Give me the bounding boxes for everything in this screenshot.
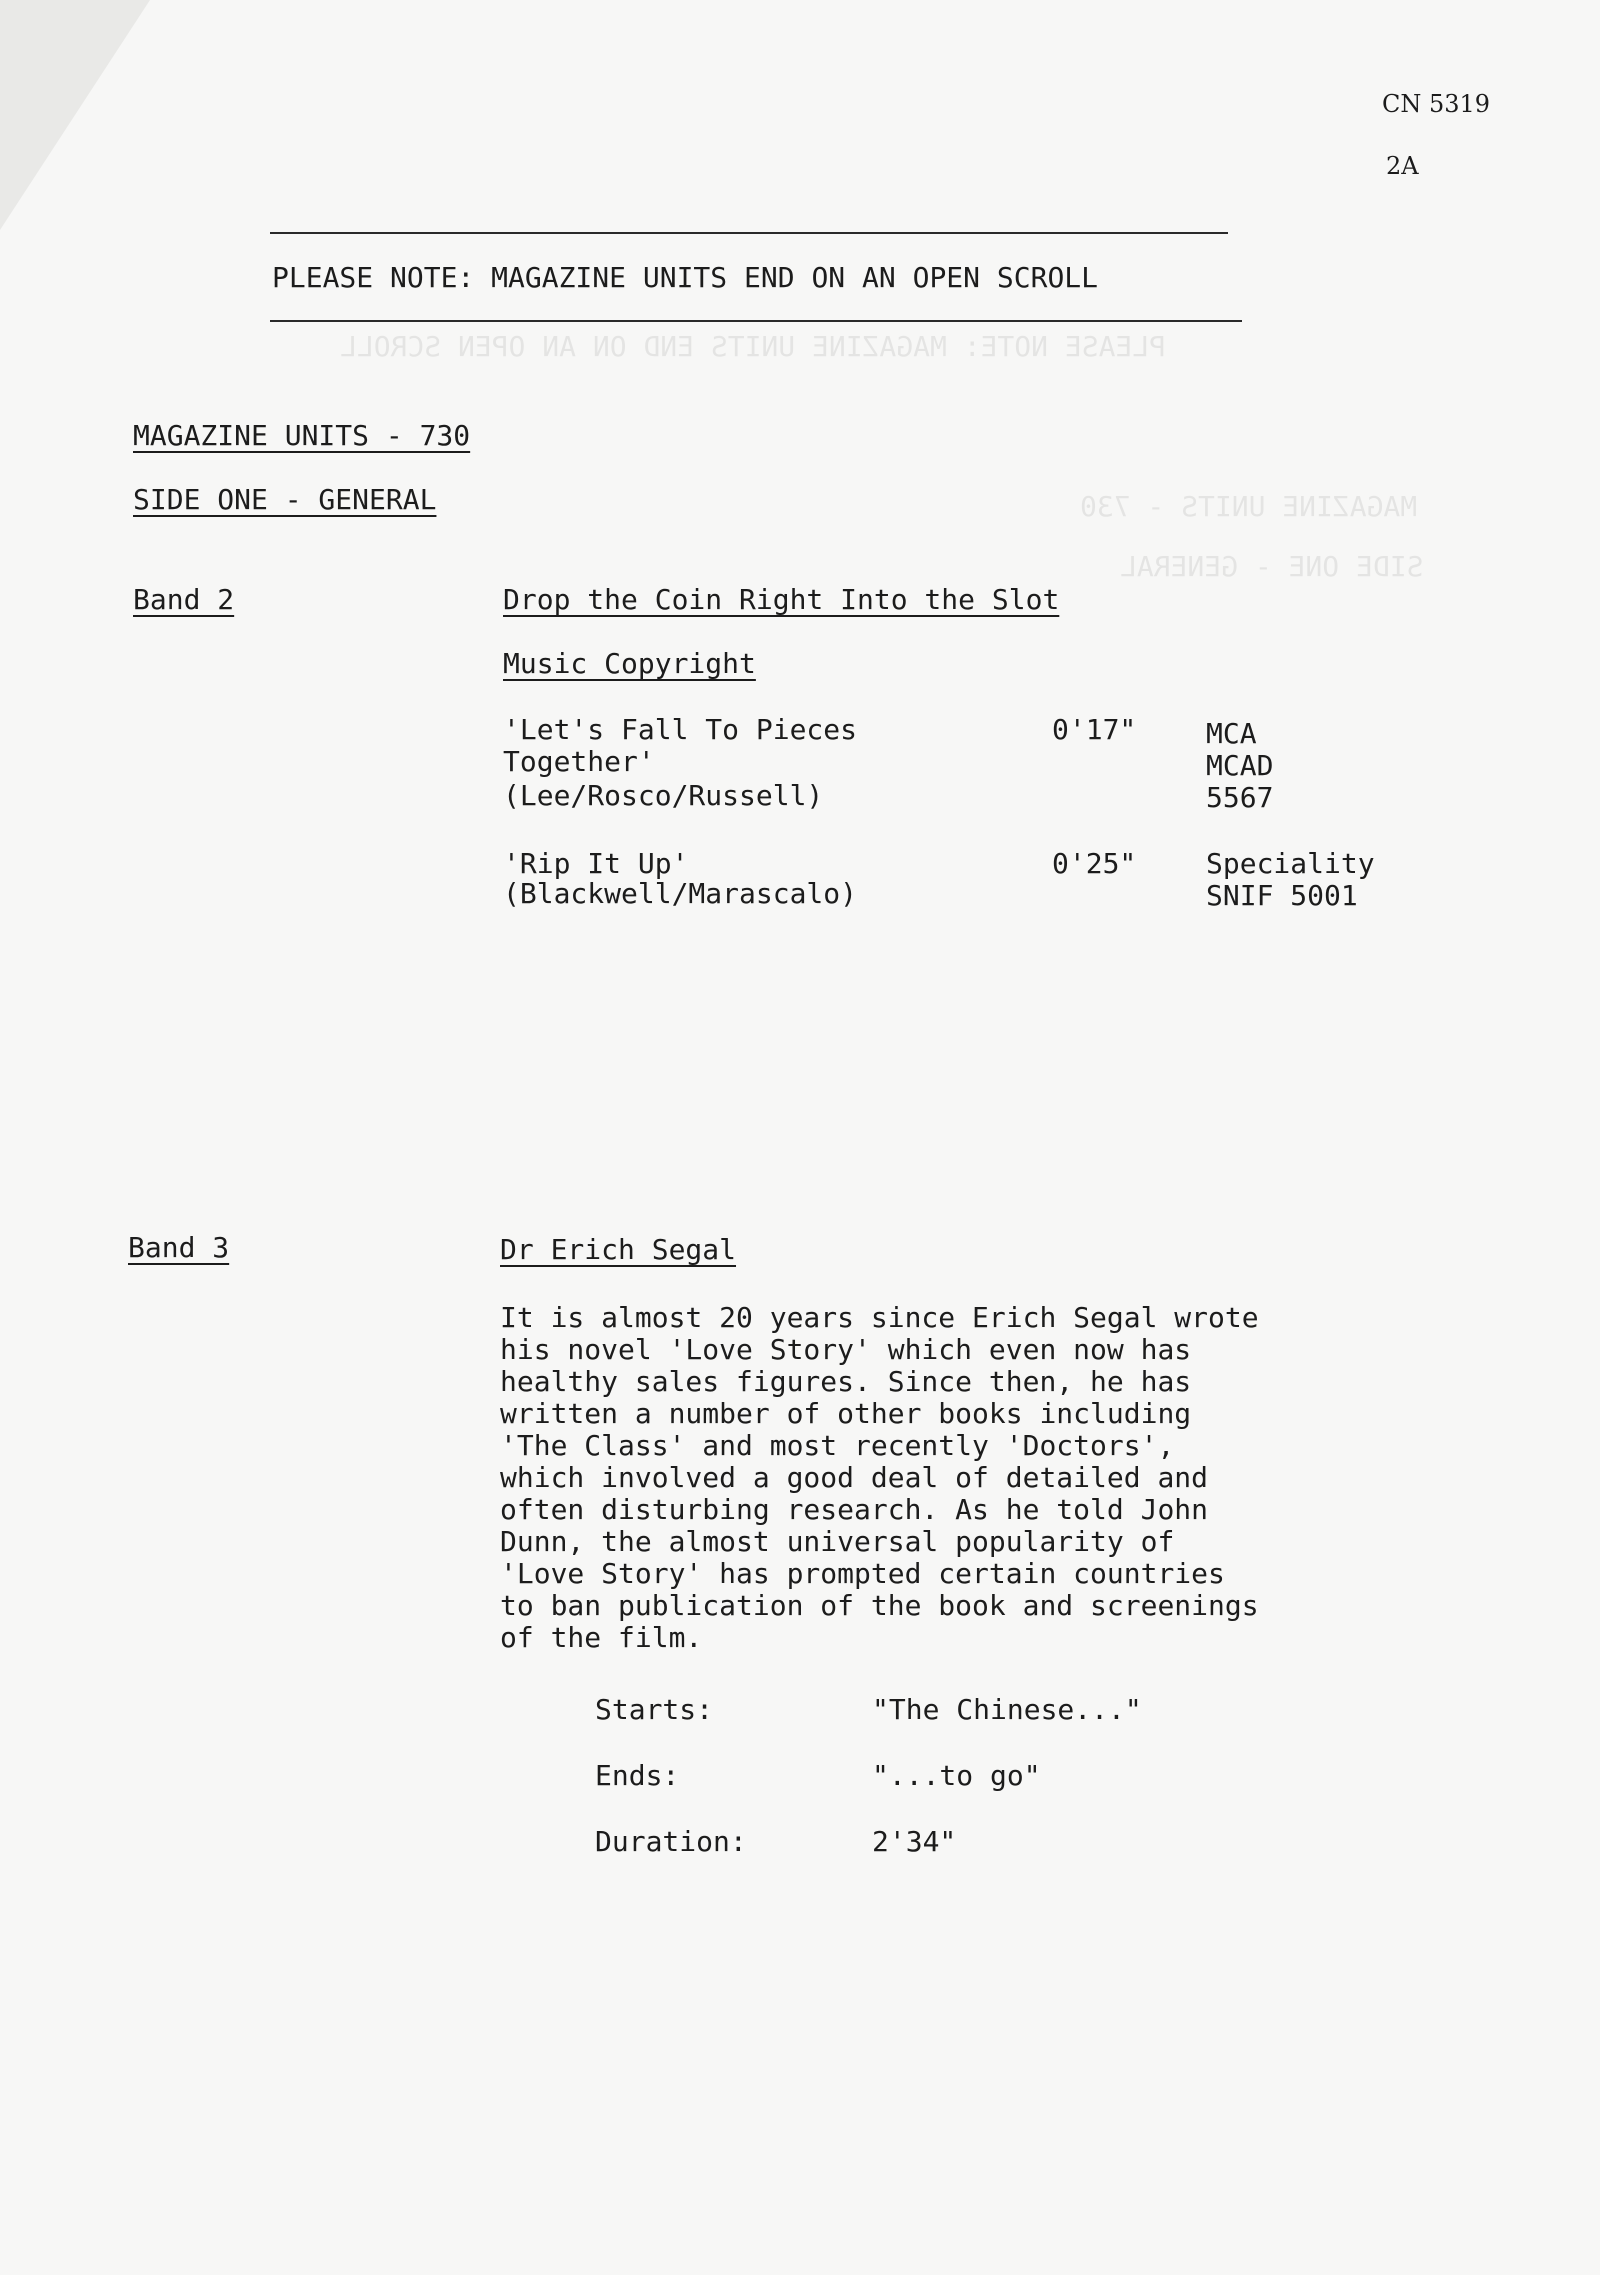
body-line: his novel 'Love Story' which even now has bbox=[500, 1333, 1192, 1366]
track-2-duration: 0'25" bbox=[1052, 847, 1137, 880]
body-line: 'Love Story' has prompted certain countries bbox=[500, 1557, 1225, 1590]
body-line: which involved a good deal of detailed and bbox=[500, 1461, 1209, 1494]
body-line: of the film. bbox=[500, 1621, 703, 1654]
track-1-catalog-number: 5567 bbox=[1206, 781, 1274, 814]
show-through-text: MAGAZINE UNITS - 730 bbox=[1080, 490, 1418, 523]
body-line: Dunn, the almost universal popularity of bbox=[500, 1525, 1175, 1558]
starts-label: Starts: bbox=[595, 1693, 714, 1726]
band-3-label: Band 3 bbox=[128, 1231, 230, 1264]
body-line: often disturbing research. As he told John bbox=[500, 1493, 1209, 1526]
band-2-title: Drop the Coin Right Into the Slot bbox=[503, 583, 1060, 616]
track-1-title: 'Let's Fall To Pieces bbox=[503, 713, 858, 746]
duration-value: 2'34" bbox=[872, 1825, 957, 1858]
track-2-credits: (Blackwell/Marascalo) bbox=[503, 877, 858, 910]
track-1-label: MCA bbox=[1206, 717, 1257, 750]
body-line: healthy sales figures. Since then, he has bbox=[500, 1365, 1192, 1398]
notice-bottom-rule bbox=[270, 320, 1242, 322]
duration-label: Duration: bbox=[595, 1825, 747, 1858]
track-1-catalog: MCAD bbox=[1206, 749, 1274, 782]
reference-number: CN 5319 bbox=[1382, 90, 1491, 118]
music-copyright-heading: Music Copyright bbox=[503, 647, 756, 680]
body-line: 'The Class' and most recently 'Doctors', bbox=[500, 1429, 1175, 1462]
notice-top-rule bbox=[270, 232, 1228, 234]
ends-label: Ends: bbox=[595, 1759, 680, 1792]
track-2-catalog: SNIF 5001 bbox=[1206, 879, 1358, 912]
page-label: 2A bbox=[1386, 152, 1419, 180]
band-3-title: Dr Erich Segal bbox=[500, 1233, 737, 1266]
ends-value: "...to go" bbox=[872, 1759, 1041, 1792]
track-1-title-cont: Together' bbox=[503, 745, 655, 778]
track-2-title: 'Rip It Up' bbox=[503, 847, 689, 880]
track-1-credits: (Lee/Rosco/Russell) bbox=[503, 779, 824, 812]
show-through-text: SIDE ONE - GENERAL bbox=[1120, 550, 1424, 583]
track-1-duration: 0'17" bbox=[1052, 713, 1137, 746]
show-through-text: PLEASE NOTE: MAGAZINE UNITS END ON AN OPEN SCROLL bbox=[340, 330, 1167, 363]
band-2-label: Band 2 bbox=[133, 583, 235, 616]
notice-text: PLEASE NOTE: MAGAZINE UNITS END ON AN OPEN SCROLL bbox=[272, 261, 1099, 294]
track-2-label: Speciality bbox=[1206, 847, 1375, 880]
body-line: written a number of other books including bbox=[500, 1397, 1192, 1430]
side-heading: SIDE ONE - GENERAL bbox=[133, 483, 437, 516]
folded-corner-shadow bbox=[0, 0, 150, 230]
magazine-units-heading: MAGAZINE UNITS - 730 bbox=[133, 419, 471, 452]
starts-value: "The Chinese..." bbox=[872, 1693, 1142, 1726]
body-line: to ban publication of the book and screenings bbox=[500, 1589, 1259, 1622]
body-line: It is almost 20 years since Erich Segal wrote bbox=[500, 1301, 1259, 1334]
